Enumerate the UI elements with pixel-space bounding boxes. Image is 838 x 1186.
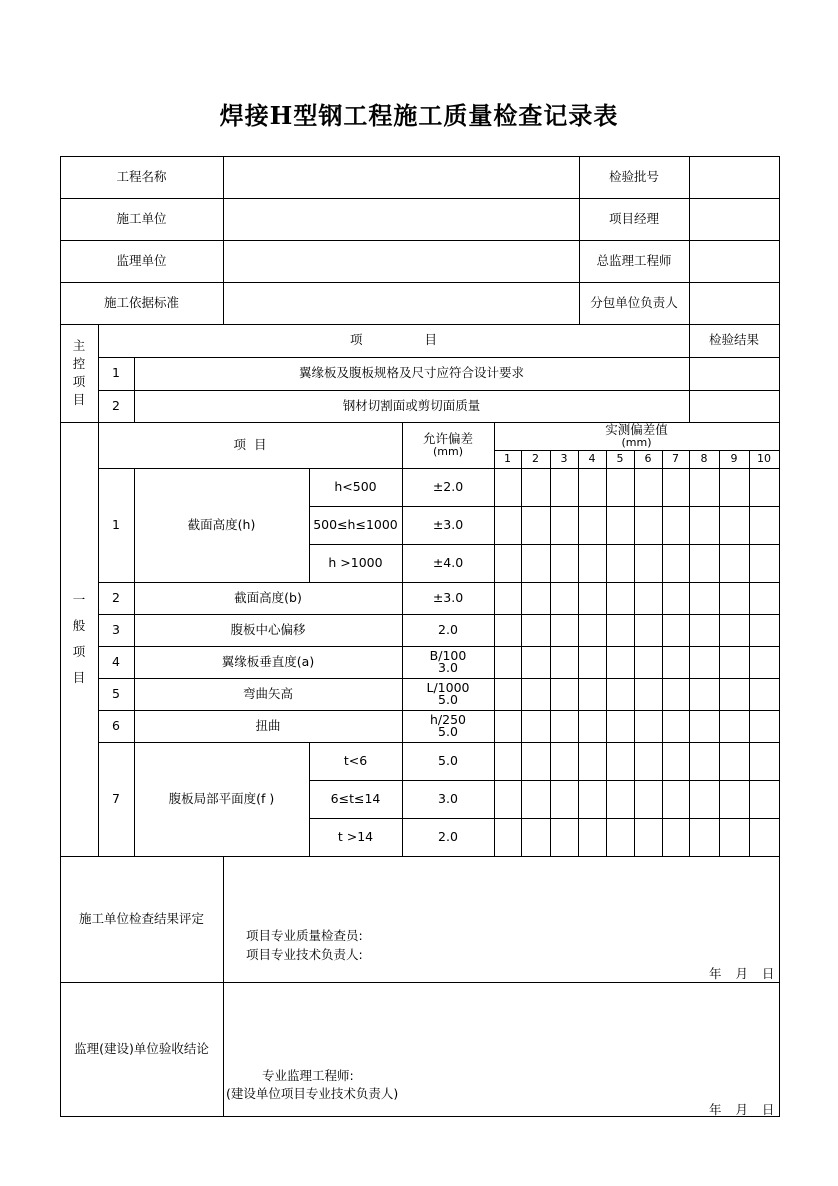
measured-col-number: 10	[757, 451, 771, 465]
general-item-no: 3	[112, 621, 120, 637]
condition-cell: t >14	[337, 828, 374, 844]
tech-lead-signature-line: 项目专业技术负责人:	[246, 947, 363, 962]
tolerance-line: B/100	[429, 647, 467, 663]
general-char: 目	[72, 670, 86, 686]
batch-no-field[interactable]	[689, 156, 779, 198]
supervisor-field[interactable]	[223, 240, 579, 282]
tolerance-line: 5.0	[438, 692, 458, 707]
main-item-no: 2	[112, 397, 120, 413]
tolerance-line: h/250	[430, 711, 466, 727]
condition-cell: h<500	[334, 478, 377, 494]
condition-cell: t<6	[343, 752, 368, 768]
main-control-char: 控	[72, 355, 86, 371]
general-item-name: 截面高度(b)	[234, 589, 302, 605]
contractor-date: 年 月 日	[709, 966, 777, 981]
measured-header	[494, 422, 779, 450]
tolerance-cell: 2.0	[438, 828, 458, 844]
supervisor-date: 年 月 日	[709, 1102, 777, 1117]
contractor-check-label: 施工单位检查结果评定	[78, 910, 204, 926]
tolerance-cell: ±3.0	[432, 516, 464, 532]
main-control-char: 项	[72, 374, 86, 389]
subcontractor-field[interactable]	[689, 282, 779, 324]
measured-col-number: 9	[730, 451, 738, 465]
tolerance-cell: 3.0	[438, 790, 458, 806]
main-control-char: 主	[72, 337, 86, 353]
main-control-section-label	[60, 324, 98, 422]
main-item-result[interactable]	[689, 357, 779, 390]
main-item-result[interactable]	[689, 390, 779, 422]
general-item-no: 5	[112, 685, 120, 701]
main-item-no: 1	[112, 365, 120, 381]
main-item-text: 钢材切割面或剪切面质量	[342, 397, 481, 413]
measured-col-number: 8	[700, 451, 708, 465]
result-header: 检验结果	[708, 332, 759, 348]
general-item-no: 7	[112, 790, 120, 806]
owner-lead-signature-line: (建设单位项目专业技术负责人)	[226, 1086, 399, 1101]
general-item-no: 2	[112, 589, 120, 605]
measured-col-number: 7	[672, 451, 679, 465]
measured-col-number: 6	[644, 451, 652, 465]
grid-line-v	[634, 450, 635, 857]
tolerance-header-text: 允许偏差	[422, 431, 473, 447]
general-item-no: 1	[112, 516, 120, 532]
main-item-text: 翼缘板及腹板规格及尺寸应符合设计要求	[298, 365, 524, 381]
main-control-item-header	[98, 324, 689, 357]
item-header-char: 目	[424, 332, 438, 348]
chief-supervisor-field[interactable]	[689, 240, 779, 282]
tolerance-cell: 2.0	[438, 621, 458, 637]
grid-line-v	[749, 450, 750, 857]
general-item-no: 6	[112, 717, 120, 733]
tolerance-line: L/1000	[426, 679, 470, 695]
supervisor-label: 监理单位	[116, 252, 167, 268]
general-item-name: 弯曲矢高	[242, 685, 293, 701]
general-item-name: 翼缘板垂直度(a)	[221, 653, 315, 669]
tolerance-cell	[402, 646, 494, 678]
general-item-name: 截面高度(h)	[187, 516, 256, 532]
page-title: 焊接H型钢工程施工质量检查记录表	[219, 101, 619, 130]
tolerance-cell	[402, 710, 494, 742]
grid-line-v	[779, 156, 780, 1117]
tolerance-cell: 5.0	[438, 752, 458, 768]
measured-col-number: 5	[616, 451, 624, 465]
general-item-name: 腹板局部平面度(f )	[168, 790, 275, 806]
project-name-label: 工程名称	[116, 168, 167, 184]
grid-line-v	[223, 856, 224, 1117]
general-item-no: 4	[112, 653, 120, 669]
tolerance-header	[402, 422, 494, 468]
general-section-label	[60, 422, 98, 856]
general-item-name: 腹板中心偏移	[230, 621, 306, 637]
condition-cell: h >1000	[328, 554, 383, 570]
tolerance-line: 5.0	[438, 724, 458, 739]
measured-col-number: 3	[560, 451, 568, 465]
standard-label: 施工依据标准	[103, 294, 179, 310]
standard-field[interactable]	[223, 282, 579, 324]
grid-line-v	[521, 450, 522, 857]
inspector-signature-line: 项目专业质量检查员:	[246, 928, 363, 943]
tolerance-unit: (mm)	[432, 444, 463, 458]
contractor-field[interactable]	[223, 198, 579, 240]
grid-line-v	[494, 422, 495, 857]
measured-header-text: 实测偏差值	[605, 422, 668, 438]
item-header-char: 项	[349, 332, 363, 348]
tolerance-cell	[402, 678, 494, 710]
main-control-char: 目	[72, 392, 86, 408]
contractor-label: 施工单位	[116, 210, 167, 226]
condition-cell: 500≤h≤1000	[313, 516, 398, 532]
engineer-signature-line: 专业监理工程师:	[262, 1068, 354, 1083]
measured-unit: (mm)	[621, 435, 652, 449]
chief-supervisor-label: 总监理工程师	[596, 252, 672, 268]
general-item-name: 扭曲	[255, 717, 281, 733]
project-name-field[interactable]	[223, 156, 579, 198]
tolerance-cell: ±2.0	[432, 478, 464, 494]
project-manager-label: 项目经理	[608, 210, 659, 226]
grid-line-v	[689, 450, 690, 857]
grid-line-v	[662, 450, 663, 857]
general-char: 般	[72, 617, 86, 633]
grid-line-v	[719, 450, 720, 857]
general-item-header: 项 目	[233, 436, 267, 452]
general-char: 项	[72, 644, 86, 659]
tolerance-line: 3.0	[438, 660, 458, 675]
subcontractor-label: 分包单位负责人	[590, 294, 678, 310]
measured-col-number: 2	[532, 451, 539, 465]
project-manager-field[interactable]	[689, 198, 779, 240]
batch-no-label: 检验批号	[608, 168, 659, 184]
grid-line-v	[606, 450, 607, 857]
grid-line-v	[550, 450, 551, 857]
measured-col-number: 4	[588, 451, 596, 465]
condition-cell: 6≤t≤14	[330, 790, 381, 806]
grid-line-h	[60, 1116, 780, 1117]
tolerance-cell: ±4.0	[432, 554, 464, 570]
tolerance-cell: ±3.0	[432, 589, 464, 605]
grid-line-v	[578, 450, 579, 857]
general-char: 一	[72, 591, 86, 607]
supervisor-accept-label: 监理(建设)单位验收结论	[74, 1040, 209, 1056]
measured-col-number: 1	[504, 451, 511, 465]
